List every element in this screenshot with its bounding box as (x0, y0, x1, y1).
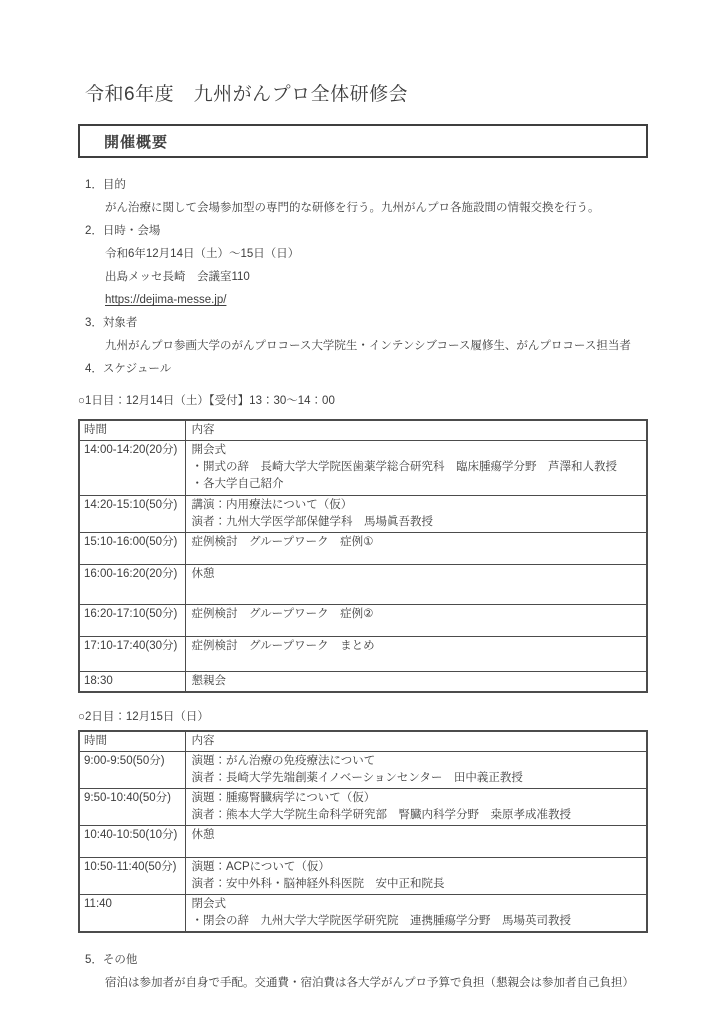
time-cell: 17:10-17:40(30分) (79, 637, 185, 672)
day1-col-content: 内容 (185, 420, 647, 441)
day1-header-row (79, 420, 647, 441)
section-schedule-heading: 4．スケジュール (85, 363, 172, 375)
content-line: ・開式の辞 長崎大学大学院医歯薬学総合研究科 臨床腫瘍学分野 芦澤和人教授 (191, 461, 617, 473)
table-row (79, 858, 647, 895)
content-line: 講演：内用療法について（仮） (191, 499, 353, 511)
section-audience-heading: 3．対象者 (85, 317, 138, 329)
content-line: 休憩 (191, 568, 215, 580)
content-line: 症例検討 グループワーク 症例① (191, 536, 374, 548)
day1-title: ○1日目：12月14日（土）【受付】13：30～14：00 (78, 395, 335, 407)
time-cell: 16:20-17:10(50分) (79, 605, 185, 637)
time-cell: 15:10-16:00(50分) (79, 533, 185, 565)
time-cell: 9:50-10:40(50分) (79, 789, 185, 826)
content-line: 開会式 (191, 444, 226, 456)
section-other-heading: 5．その他 (85, 954, 138, 966)
table-row (79, 533, 647, 565)
table-row (79, 565, 647, 605)
content-cell (185, 789, 647, 826)
content-cell (185, 826, 647, 858)
overview-header: 開催概要 (104, 133, 169, 151)
section-purpose-body: がん治療に関して会場参加型の専門的な研修を行う。九州がんプロ各施設間の情報交換を行う。 (105, 202, 600, 214)
content-cell (185, 637, 647, 672)
content-line: 演題：ACPについて（仮） (191, 861, 330, 873)
venue-url-link[interactable]: https://dejima-messe.jp/ (105, 294, 227, 306)
time-cell: 9:00-9:50(50分) (79, 752, 185, 789)
event-venue: 出島メッセ長崎 会議室110 (105, 271, 250, 283)
content-line: ・閉会の辞 九州大学大学院医学研究院 連携腫瘍学分野 馬場英司教授 (191, 915, 571, 927)
section-other (78, 949, 648, 995)
overview-header-box (78, 124, 648, 158)
content-cell (185, 895, 647, 933)
day2-header-row (79, 731, 647, 752)
section-purpose-heading: 1．目的 (85, 179, 126, 191)
day2-col-content: 内容 (185, 731, 647, 752)
time-cell: 18:30 (79, 672, 185, 693)
section-audience-body: 九州がんプロ参画大学のがんプロコース大学院生・インテンシブコース履修生、がんプロコース担当者 (105, 340, 631, 352)
table-row (79, 496, 647, 533)
page-title: 令和6年度 九州がんプロ全体研修会 (85, 84, 409, 105)
time-cell: 11:40 (79, 895, 185, 933)
table-row (79, 826, 647, 858)
day2-schedule-table (78, 730, 648, 933)
content-cell (185, 496, 647, 533)
content-line: 演題：がん治療の免疫療法について (191, 755, 376, 767)
content-line: 演者：九州大学医学部保健学科 馬場眞吾教授 (191, 516, 433, 528)
event-date: 令和6年12月14日（土）～15日（日） (105, 248, 300, 260)
table-row (79, 441, 647, 496)
day1-col-time: 時間 (79, 420, 185, 441)
document-body (78, 174, 648, 995)
section-other-body: 宿泊は参加者が自身で手配。交通費・宿泊費は各大学がんプロ予算で負担（懇親会は参加者自己負担） (105, 977, 634, 989)
content-cell (185, 441, 647, 496)
table-row (79, 672, 647, 693)
content-cell (185, 752, 647, 789)
content-cell (185, 533, 647, 565)
section-datetime-heading: 2．日時・会場 (85, 225, 161, 237)
table-row (79, 752, 647, 789)
content-cell (185, 672, 647, 693)
day1-schedule-table (78, 419, 648, 693)
content-cell (185, 565, 647, 605)
content-line: 症例検討 グループワーク 症例② (191, 608, 374, 620)
content-line: 演者：長崎大学先端創薬イノベーションセンター 田中義正教授 (191, 772, 523, 784)
content-line: 演者：熊本大学大学院生命科学研究部 腎臓内科学分野 桒原孝成准教授 (191, 809, 571, 821)
content-line: 演者：安中外科・脳神経外科医院 安中正和院長 (191, 878, 445, 890)
day2-title: ○2日目：12月15日（日） (78, 711, 209, 723)
time-cell: 10:50-11:40(50分) (79, 858, 185, 895)
table-row (79, 605, 647, 637)
content-line: 懇親会 (191, 675, 226, 687)
table-row (79, 895, 647, 933)
content-cell (185, 605, 647, 637)
table-row (79, 789, 647, 826)
time-cell: 10:40-10:50(10分) (79, 826, 185, 858)
time-cell: 14:20-15:10(50分) (79, 496, 185, 533)
content-line: 症例検討 グループワーク まとめ (191, 640, 375, 652)
content-cell (185, 858, 647, 895)
content-line: 演題：腫瘍腎臓病学について（仮） (191, 792, 376, 804)
venue-url-line (78, 289, 648, 312)
time-cell: 16:00-16:20(20分) (79, 565, 185, 605)
content-line: 休憩 (191, 829, 215, 841)
content-line: ・各大学自己紹介 (191, 478, 284, 490)
day2-col-time: 時間 (79, 731, 185, 752)
content-line: 閉会式 (191, 898, 226, 910)
table-row (79, 637, 647, 672)
time-cell: 14:00-14:20(20分) (79, 441, 185, 496)
